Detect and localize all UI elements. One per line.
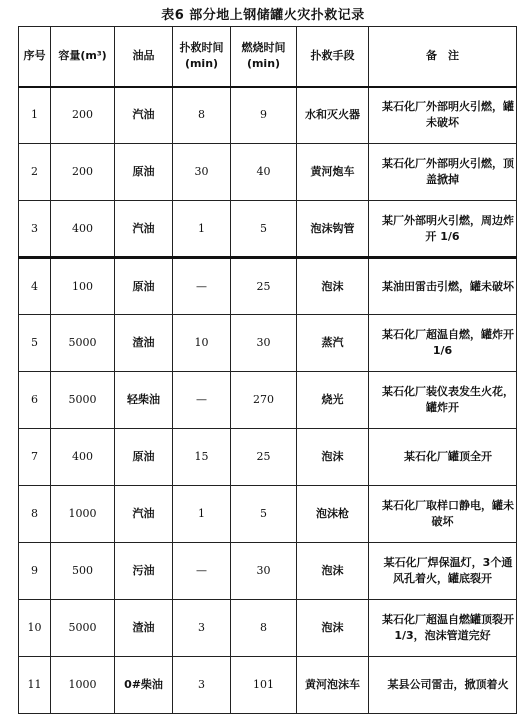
table-row: [19, 372, 517, 429]
cell-note: 某石化厂外部明火引燃，罐未破坏: [369, 87, 517, 144]
cell-no: 6: [19, 372, 51, 429]
cell-oil: 污油: [115, 543, 173, 600]
cell-rescue-time: 15: [173, 429, 231, 486]
cell-method: 泡沫枪: [297, 486, 369, 543]
cell-burn-time: 8: [231, 600, 297, 657]
fire-record-table: [18, 26, 517, 714]
header-burn-time-label: 燃烧时间: [241, 41, 286, 55]
cell-capacity: 400: [51, 429, 115, 486]
cell-burn-time: 30: [231, 315, 297, 372]
header-note: 备 注: [369, 27, 517, 87]
cell-oil: 轻柴油: [115, 372, 173, 429]
cell-capacity: 1000: [51, 486, 115, 543]
table-row: [19, 201, 517, 258]
cell-note: 某石化厂罐顶全开: [369, 429, 517, 486]
cell-oil: 原油: [115, 258, 173, 315]
cell-no: 11: [19, 657, 51, 714]
cell-rescue-time: 8: [173, 87, 231, 144]
cell-capacity: 500: [51, 543, 115, 600]
cell-rescue-time: 1: [173, 486, 231, 543]
table-row: [19, 543, 517, 600]
table-row: [19, 258, 517, 315]
cell-method: 水和灭火器: [297, 87, 369, 144]
header-oil: 油品: [115, 27, 173, 87]
cell-rescue-time: 3: [173, 657, 231, 714]
cell-oil: 汽油: [115, 87, 173, 144]
cell-note: 某石化厂外部明火引燃，顶盖掀掉: [369, 144, 517, 201]
cell-no: 7: [19, 429, 51, 486]
table-row: [19, 87, 517, 144]
header-rescue-time-label: 扑救时间: [179, 41, 224, 55]
cell-burn-time: 270: [231, 372, 297, 429]
cell-no: 2: [19, 144, 51, 201]
cell-oil: 汽油: [115, 201, 173, 258]
cell-no: 10: [19, 600, 51, 657]
cell-no: 4: [19, 258, 51, 315]
cell-burn-time: 5: [231, 486, 297, 543]
cell-capacity: 200: [51, 144, 115, 201]
table-row: [19, 657, 517, 714]
table-row: [19, 144, 517, 201]
cell-note: 某石化厂焊保温灯，3个通风孔着火，罐底裂开: [369, 543, 517, 600]
cell-burn-time: 101: [231, 657, 297, 714]
cell-oil: 原油: [115, 144, 173, 201]
cell-note: 某石化厂超温自燃，罐炸开 1/6: [369, 315, 517, 372]
cell-rescue-time: —: [173, 258, 231, 315]
cell-capacity: 5000: [51, 315, 115, 372]
cell-capacity: 100: [51, 258, 115, 315]
cell-method: 泡沫钩管: [297, 201, 369, 258]
cell-note: 某石化厂装仪表发生火花，罐炸开: [369, 372, 517, 429]
header-capacity: 容量(m³): [51, 27, 115, 87]
cell-rescue-time: 3: [173, 600, 231, 657]
cell-method: 蒸汽: [297, 315, 369, 372]
cell-method: 泡沫: [297, 429, 369, 486]
cell-capacity: 5000: [51, 600, 115, 657]
table-row: [19, 315, 517, 372]
cell-method: 泡沫: [297, 258, 369, 315]
table-header-row: [19, 27, 517, 87]
cell-oil: 原油: [115, 429, 173, 486]
table-row: [19, 429, 517, 486]
cell-oil: 汽油: [115, 486, 173, 543]
cell-burn-time: 40: [231, 144, 297, 201]
cell-method: 黄河炮车: [297, 144, 369, 201]
cell-rescue-time: 30: [173, 144, 231, 201]
cell-rescue-time: 1: [173, 201, 231, 258]
table-body: [19, 87, 517, 714]
cell-burn-time: 9: [231, 87, 297, 144]
header-rescue-time: [173, 27, 231, 87]
cell-method: 烧光: [297, 372, 369, 429]
cell-method: 泡沫: [297, 600, 369, 657]
cell-note: 某石化厂超温自燃罐顶裂开 1/3，泡沫管道完好: [369, 600, 517, 657]
cell-no: 5: [19, 315, 51, 372]
cell-note: 某厂外部明火引燃，周边炸开 1/6: [369, 201, 517, 258]
cell-no: 1: [19, 87, 51, 144]
cell-note: 某石化厂取样口静电，罐未破坏: [369, 486, 517, 543]
table-row: [19, 600, 517, 657]
cell-capacity: 200: [51, 87, 115, 144]
cell-capacity: 1000: [51, 657, 115, 714]
header-method: 扑救手段: [297, 27, 369, 87]
cell-capacity: 400: [51, 201, 115, 258]
cell-method: 泡沫: [297, 543, 369, 600]
cell-no: 9: [19, 543, 51, 600]
cell-capacity: 5000: [51, 372, 115, 429]
cell-no: 8: [19, 486, 51, 543]
header-no: 序号: [19, 27, 51, 87]
cell-oil: 0#柴油: [115, 657, 173, 714]
header-burn-time: [231, 27, 297, 87]
cell-note: 某县公司雷击，掀顶着火: [369, 657, 517, 714]
cell-note: 某油田雷击引燃，罐未破坏: [369, 258, 517, 315]
cell-burn-time: 25: [231, 258, 297, 315]
cell-rescue-time: —: [173, 372, 231, 429]
table-row: [19, 486, 517, 543]
cell-rescue-time: 10: [173, 315, 231, 372]
cell-burn-time: 5: [231, 201, 297, 258]
header-rescue-time-unit: (min): [184, 57, 219, 71]
cell-burn-time: 25: [231, 429, 297, 486]
cell-method: 黄河泡沫车: [297, 657, 369, 714]
table-title: 表6 部分地上钢储罐火灾扑救记录: [161, 8, 365, 23]
cell-no: 3: [19, 201, 51, 258]
cell-oil: 渣油: [115, 600, 173, 657]
cell-oil: 渣油: [115, 315, 173, 372]
header-burn-time-unit: (min): [246, 57, 281, 71]
cell-rescue-time: —: [173, 543, 231, 600]
cell-burn-time: 30: [231, 543, 297, 600]
